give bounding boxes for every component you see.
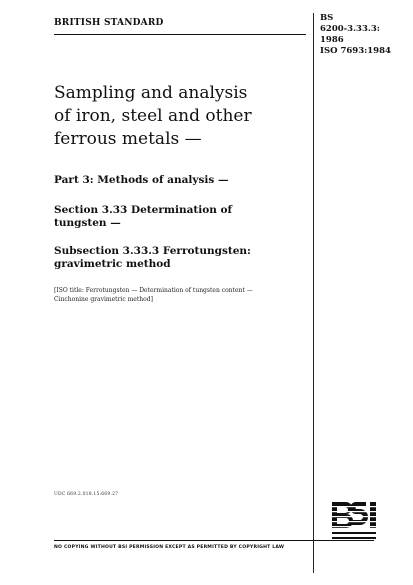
subsection-line: Subsection 3.33.3 Ferrotungsten: [54, 245, 251, 257]
header-publisher: BRITISH STANDARD [54, 18, 164, 28]
section-line: tungsten — [54, 217, 121, 229]
document-title [54, 82, 310, 151]
copyright-notice: NO COPYING WITHOUT BSI PERMISSION EXCEPT AS PERMITTED BY COPYRIGHT LAW [54, 545, 285, 550]
title-line: Sampling and analysis [54, 83, 248, 103]
bsi-logo-icon [330, 498, 380, 542]
iso-title-line: Cinchonine gravimetric method] [54, 296, 153, 303]
standard-number-line: BS [320, 13, 334, 23]
standard-number [320, 13, 391, 57]
standard-number-line: 6200-3.33.3: [320, 24, 380, 34]
title-line: ferrous metals — [54, 129, 202, 149]
section-line: Section 3.33 Determination of [54, 204, 233, 216]
part-heading: Part 3: Methods of analysis — [54, 174, 229, 186]
standard-number-line: 1986 [320, 35, 344, 45]
udc-code: UDC 669.2.018.15:669.27 [54, 492, 119, 497]
header-rule [54, 34, 306, 35]
iso-title-line: [ISO title: Ferrotungsten — Determination of tungsten content — [54, 287, 253, 294]
iso-title [54, 286, 253, 304]
standard-number-line: ISO 7693:1984 [320, 46, 391, 56]
vertical-divider [313, 13, 314, 573]
title-line: of iron, steel and other [54, 106, 252, 126]
subsection-heading [54, 245, 251, 271]
footer-rule [54, 540, 374, 541]
subsection-line: gravimetric method [54, 258, 171, 270]
section-heading [54, 204, 232, 230]
